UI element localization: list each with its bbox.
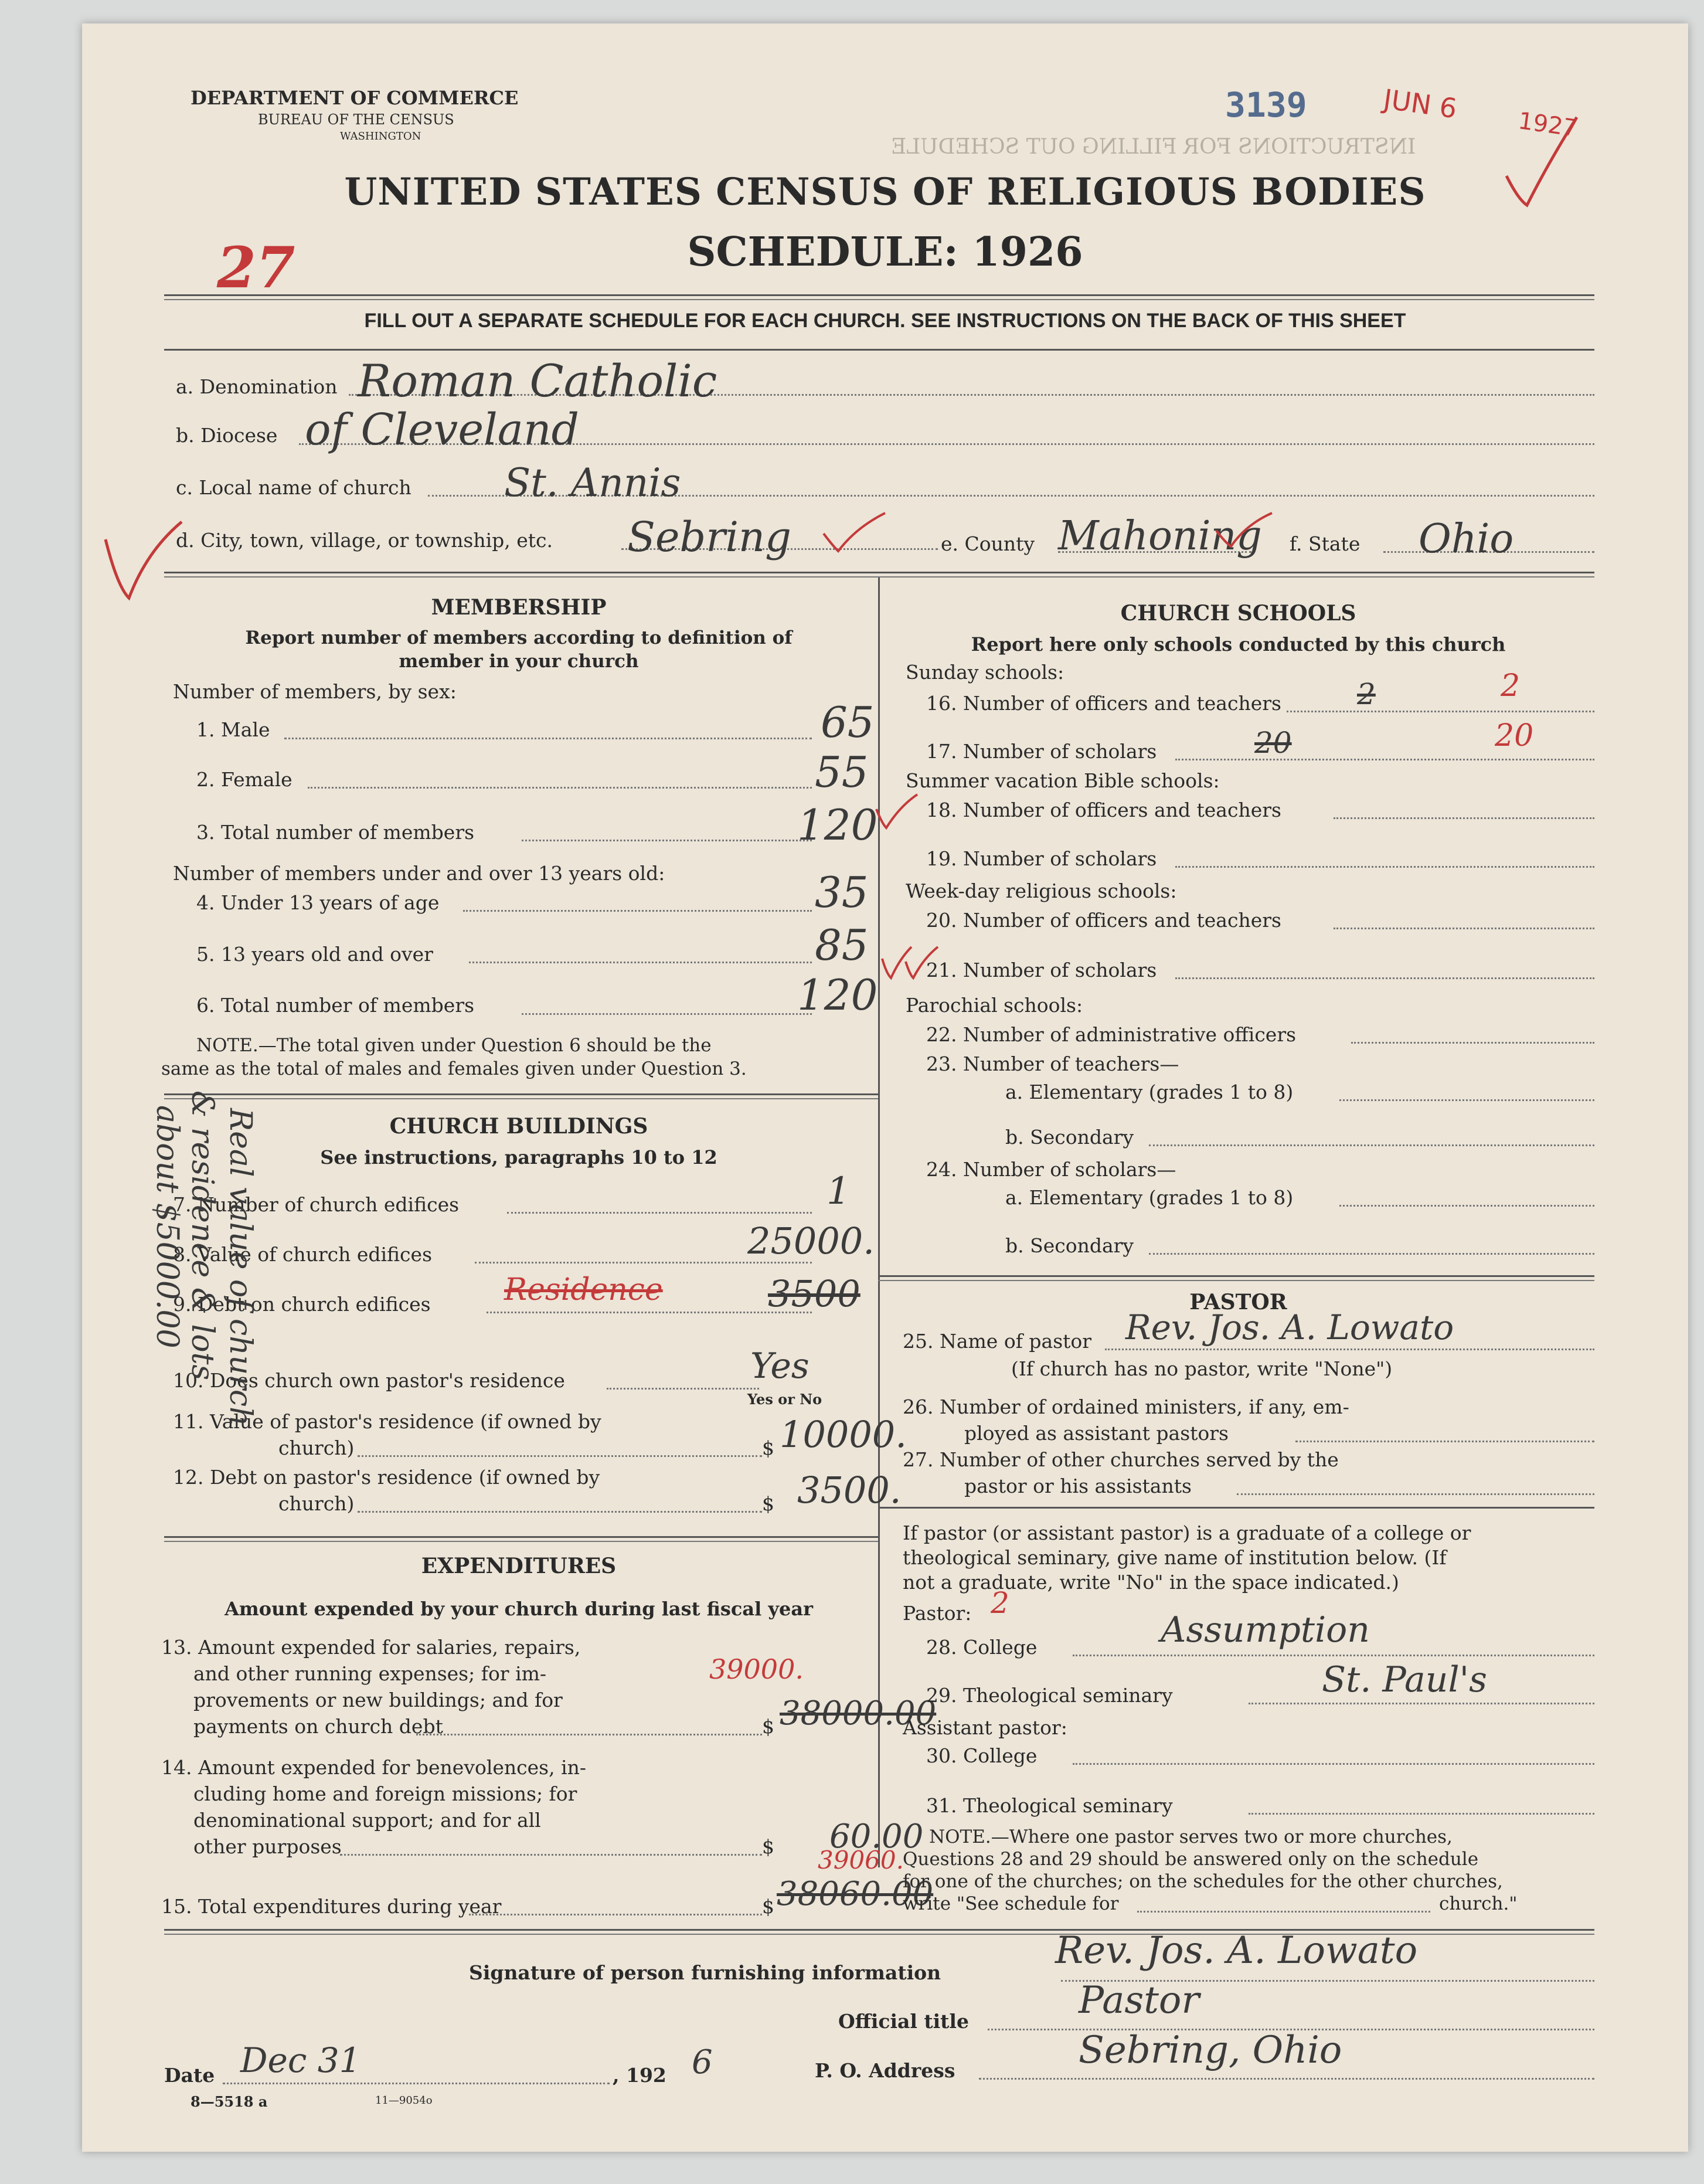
female-value: 55 bbox=[815, 748, 869, 797]
pastor-note-1: NOTE.—Where one pastor serves two or more churches, bbox=[929, 1826, 1453, 1847]
dotted-line bbox=[1334, 817, 1594, 819]
dotted-line bbox=[469, 962, 812, 963]
residence-value-label-1: 11. Value of pastor's residence (if owned by bbox=[173, 1410, 601, 1433]
members-by-sex-label: Number of members, by sex: bbox=[173, 680, 457, 703]
q27-line-1: 27. Number of other churches served by the bbox=[903, 1448, 1339, 1471]
rule bbox=[164, 572, 1594, 573]
graduate-instruction-2: theological seminary, give name of institution below. (If bbox=[903, 1546, 1447, 1569]
q13-line-1: 13. Amount expended for salaries, repairs, bbox=[161, 1636, 581, 1659]
13-and-over-label: 5. 13 years old and over bbox=[196, 943, 433, 966]
state-value: Ohio bbox=[1419, 516, 1514, 562]
membership-note-2: same as the total of males and females given under Question 3. bbox=[161, 1058, 747, 1079]
dotted-line bbox=[1073, 1655, 1594, 1656]
dotted-line bbox=[1073, 1763, 1594, 1765]
asst-college-label: 30. College bbox=[926, 1744, 1038, 1767]
dollar-sign: $ bbox=[762, 1895, 774, 1918]
dotted-line bbox=[1149, 1253, 1594, 1255]
dotted-line bbox=[1249, 1703, 1594, 1704]
received-stamp-year: 1927 bbox=[1516, 107, 1580, 142]
q27-line-2: pastor or his assistants bbox=[964, 1475, 1192, 1497]
pastor-subheading: Pastor: bbox=[903, 1602, 972, 1625]
bleed-through-heading: INSTRUCTIONS FOR FILLING OUT SCHEDULE bbox=[891, 135, 1416, 159]
q14-line-3: denominational support; and for all bbox=[193, 1809, 541, 1832]
q13-line-4: payments on church debt bbox=[193, 1715, 443, 1738]
q14-line-2: cluding home and foreign missions; for bbox=[193, 1782, 577, 1805]
po-address-value: Sebring, Ohio bbox=[1079, 2029, 1342, 2072]
graduate-instruction-1: If pastor (or assistant pastor) is a graduate of a college or bbox=[903, 1521, 1471, 1544]
dotted-line bbox=[1287, 711, 1594, 712]
local-name-label: c. Local name of church bbox=[176, 476, 411, 499]
total-members-value: 120 bbox=[797, 800, 878, 850]
q24b-label: b. Secondary bbox=[1005, 1234, 1134, 1257]
rule bbox=[164, 349, 1594, 351]
male-label: 1. Male bbox=[196, 718, 270, 741]
membership-note-1: NOTE.—The total given under Question 6 should be the bbox=[196, 1035, 712, 1056]
schedule-title: SCHEDULE: 1926 bbox=[687, 229, 1083, 276]
rule bbox=[164, 299, 1594, 300]
denomination-value: Roman Catholic bbox=[358, 355, 717, 407]
dollar-sign: $ bbox=[762, 1492, 774, 1515]
pastor-name-value: Rev. Jos. A. Lowato bbox=[1125, 1307, 1454, 1347]
q14-value: 60.00 bbox=[829, 1818, 924, 1856]
q15-value: 38060.00 bbox=[777, 1875, 934, 1913]
red-check-icon bbox=[821, 510, 891, 557]
assistant-pastor-subheading: Assistant pastor: bbox=[903, 1716, 1067, 1739]
q17-value: 20 bbox=[1254, 726, 1292, 760]
dotted-line bbox=[1105, 1349, 1594, 1350]
dollar-sign: $ bbox=[762, 1835, 774, 1858]
date-value: Dec 31 bbox=[240, 2040, 361, 2080]
q18-label: 18. Number of officers and teachers bbox=[926, 799, 1281, 821]
pastor-red-mark: 2 bbox=[991, 1586, 1009, 1620]
received-stamp-date: JUN 6 bbox=[1381, 83, 1459, 125]
q24a-label: a. Elementary (grades 1 to 8) bbox=[1005, 1186, 1294, 1209]
dotted-line bbox=[340, 1854, 762, 1856]
fill-out-instruction: FILL OUT A SEPARATE SCHEDULE FOR EACH CHURCH. SEE INSTRUCTIONS ON THE BACK OF THIS SHEET bbox=[364, 310, 1406, 332]
dotted-line bbox=[463, 910, 812, 912]
form-title: UNITED STATES CENSUS OF RELIGIOUS BODIES bbox=[344, 170, 1426, 214]
official-title-label: Official title bbox=[838, 2010, 969, 2033]
dotted-line bbox=[1339, 1099, 1594, 1101]
q16-value: 2 bbox=[1357, 677, 1376, 711]
summer-schools-label: Summer vacation Bible schools: bbox=[906, 769, 1220, 792]
rule bbox=[878, 1280, 1594, 1281]
q16-red-value: 2 bbox=[1501, 668, 1521, 704]
state-label: f. State bbox=[1290, 532, 1361, 555]
church-schools-heading: CHURCH SCHOOLS bbox=[1120, 601, 1356, 626]
county-value: Mahoning bbox=[1058, 513, 1262, 559]
church-edifices-count-value: 1 bbox=[827, 1170, 851, 1213]
red-check-icon bbox=[1213, 510, 1278, 551]
q23b-label: b. Secondary bbox=[1005, 1126, 1134, 1149]
q13-line-2: and other running expenses; for im- bbox=[193, 1662, 547, 1685]
local-name-value: St. Annis bbox=[504, 460, 681, 505]
parochial-schools-label: Parochial schools: bbox=[906, 994, 1083, 1017]
church-edifices-debt-value: 3500 bbox=[768, 1272, 860, 1315]
q26-line-2: ployed as assistant pastors bbox=[964, 1422, 1229, 1445]
rule bbox=[164, 1098, 878, 1099]
dotted-line bbox=[487, 1312, 812, 1313]
church-edifices-count-label: 7. Number of church edifices bbox=[173, 1193, 460, 1216]
yes-or-no-hint: Yes or No bbox=[747, 1391, 822, 1408]
rule bbox=[164, 1541, 878, 1542]
struck-residence-text: Residence bbox=[504, 1272, 663, 1307]
date-year-prefix: , 192 bbox=[613, 2064, 666, 2087]
pastor-name-label: 25. Name of pastor bbox=[903, 1330, 1092, 1353]
church-buildings-heading: CHURCH BUILDINGS bbox=[389, 1114, 648, 1139]
pastor-note-5: church." bbox=[1439, 1893, 1518, 1914]
dollar-sign: $ bbox=[762, 1715, 774, 1738]
margin-note-line-3: about $5000.00 bbox=[149, 1105, 185, 1349]
dotted-line bbox=[469, 1914, 762, 1915]
dotted-line bbox=[522, 840, 812, 841]
under-13-label: 4. Under 13 years of age bbox=[196, 891, 440, 914]
dotted-line bbox=[416, 1734, 762, 1735]
rule bbox=[878, 1507, 1594, 1509]
official-title-value: Pastor bbox=[1079, 1979, 1200, 2022]
margin-note-line-2: & residence & lots bbox=[185, 1091, 220, 1381]
owns-residence-value: Yes bbox=[750, 1346, 810, 1387]
print-number: 11—9054o bbox=[375, 2094, 433, 2107]
sunday-schools-label: Sunday schools: bbox=[906, 661, 1064, 684]
dotted-line bbox=[522, 1013, 812, 1015]
date-label: Date bbox=[164, 2064, 215, 2087]
church-edifices-value: 25000. bbox=[747, 1220, 875, 1262]
pastor-note-4: write "See schedule for bbox=[903, 1893, 1119, 1914]
dotted-line bbox=[1237, 1493, 1594, 1495]
q13-value: 38000.00 bbox=[780, 1694, 937, 1733]
members-by-age-label: Number of members under and over 13 years old: bbox=[173, 862, 665, 885]
q19-label: 19. Number of scholars bbox=[926, 847, 1157, 870]
census-schedule-paper bbox=[82, 23, 1688, 2152]
date-year-digit: 6 bbox=[692, 2043, 713, 2081]
q17-label: 17. Number of scholars bbox=[926, 740, 1157, 763]
graduate-instruction-3: not a graduate, write "No" in the space indicated.) bbox=[903, 1571, 1399, 1594]
dotted-line bbox=[1175, 759, 1594, 760]
college-label: 28. College bbox=[926, 1636, 1038, 1659]
dotted-line bbox=[1137, 1911, 1430, 1913]
q14-line-4: other purposes bbox=[193, 1835, 342, 1858]
column-divider bbox=[878, 578, 880, 1867]
dotted-line bbox=[979, 2078, 1594, 2080]
dotted-line bbox=[1175, 977, 1594, 979]
dotted-line bbox=[1351, 1042, 1594, 1044]
total-members-label: 3. Total number of members bbox=[196, 821, 475, 844]
q21-label: 21. Number of scholars bbox=[926, 959, 1157, 981]
q26-line-1: 26. Number of ordained ministers, if any, em- bbox=[903, 1395, 1349, 1418]
male-value: 65 bbox=[821, 698, 875, 747]
dotted-line bbox=[308, 787, 812, 789]
residence-debt-value: 3500. bbox=[797, 1469, 902, 1512]
diocese-label: b. Diocese bbox=[176, 424, 278, 447]
q22-label: 22. Number of administrative officers bbox=[926, 1023, 1297, 1046]
dotted-line bbox=[358, 1511, 762, 1513]
red-handwritten-number: 27 bbox=[217, 235, 295, 301]
church-edifices-debt-label: 9. Debt on church edifices bbox=[173, 1293, 431, 1316]
signature-label: Signature of person furnishing information bbox=[469, 1961, 941, 1984]
po-address-label: P. O. Address bbox=[815, 2059, 955, 2082]
dotted-line bbox=[607, 1388, 759, 1390]
dept-name: DEPARTMENT OF COMMERCE bbox=[191, 87, 519, 109]
dotted-line bbox=[1295, 1441, 1594, 1442]
seminary-label: 29. Theological seminary bbox=[926, 1684, 1173, 1707]
dotted-line bbox=[1175, 866, 1594, 868]
rule bbox=[164, 1536, 878, 1538]
stamp-number: 3139 bbox=[1225, 85, 1307, 125]
rule bbox=[878, 1275, 1594, 1277]
dotted-line bbox=[358, 1455, 762, 1457]
dotted-line bbox=[507, 1212, 812, 1214]
q13-line-3: provements or new buildings; and for bbox=[193, 1689, 563, 1711]
county-label: e. County bbox=[941, 532, 1035, 555]
buildings-sub: See instructions, paragraphs 10 to 12 bbox=[320, 1146, 717, 1169]
pastor-heading: PASTOR bbox=[1189, 1290, 1287, 1315]
signature-value: Rev. Jos. A. Lowato bbox=[1055, 1929, 1418, 1972]
total-members-2-label: 6. Total number of members bbox=[196, 994, 475, 1017]
bureau-name: BUREAU OF THE CENSUS bbox=[258, 111, 454, 128]
q23-label: 23. Number of teachers— bbox=[926, 1052, 1179, 1075]
q15-label: 15. Total expenditures during year bbox=[161, 1895, 502, 1918]
residence-value: 10000. bbox=[780, 1413, 907, 1456]
weekday-schools-label: Week-day religious schools: bbox=[906, 879, 1177, 902]
pastor-name-hint: (If church has no pastor, write "None") bbox=[1011, 1357, 1393, 1380]
13-and-over-value: 85 bbox=[815, 921, 869, 970]
dollar-sign: $ bbox=[762, 1436, 774, 1459]
asst-seminary-label: 31. Theological seminary bbox=[926, 1794, 1173, 1817]
college-value: Assumption bbox=[1161, 1609, 1370, 1650]
dotted-line bbox=[1149, 1144, 1594, 1146]
residence-debt-label-1: 12. Debt on pastor's residence (if owned by bbox=[173, 1466, 600, 1489]
dotted-line bbox=[1249, 1813, 1594, 1815]
owns-residence-label: 10. Does church own pastor's residence bbox=[173, 1369, 565, 1392]
residence-debt-label-2: church) bbox=[278, 1492, 355, 1515]
q17-red-value: 20 bbox=[1495, 718, 1534, 753]
q20-label: 20. Number of officers and teachers bbox=[926, 909, 1281, 932]
expenditures-heading: EXPENDITURES bbox=[421, 1554, 617, 1578]
dotted-line bbox=[223, 2083, 610, 2084]
total-members-2-value: 120 bbox=[797, 970, 878, 1020]
city-value: Sebring bbox=[627, 513, 791, 561]
q23a-label: a. Elementary (grades 1 to 8) bbox=[1005, 1081, 1294, 1103]
red-check-icon bbox=[873, 792, 920, 833]
expenditures-sub: Amount expended by your church during last fiscal year bbox=[225, 1598, 813, 1620]
residence-value-label-2: church) bbox=[278, 1436, 355, 1459]
q13-red-value: 39000. bbox=[709, 1653, 804, 1685]
schools-sub: Report here only schools conducted by this church bbox=[971, 633, 1506, 655]
pastor-note-2: Questions 28 and 29 should be answered only on the schedule bbox=[903, 1849, 1479, 1870]
city-label: d. City, town, village, or township, etc. bbox=[176, 529, 553, 552]
bureau-city: WASHINGTON bbox=[340, 130, 421, 142]
female-label: 2. Female bbox=[196, 768, 292, 791]
denomination-label: a. Denomination bbox=[176, 375, 338, 398]
church-edifices-value-label: 8. Value of church edifices bbox=[173, 1243, 433, 1266]
pastor-note-3: for one of the churches; on the schedules for the other churches, bbox=[903, 1871, 1503, 1892]
q15-red-value: 39060. bbox=[818, 1846, 904, 1874]
dotted-line bbox=[284, 738, 812, 739]
form-number: 8—5518 a bbox=[191, 2093, 268, 2110]
seminary-value: St. Paul's bbox=[1322, 1659, 1487, 1700]
q14-line-1: 14. Amount expended for benevolences, in- bbox=[161, 1756, 587, 1779]
margin-note-line-1: Real value of church bbox=[223, 1108, 258, 1426]
membership-sub1: Report number of members according to definition of bbox=[245, 627, 793, 648]
diocese-value: of Cleveland bbox=[305, 405, 579, 455]
under-13-value: 35 bbox=[815, 868, 869, 917]
rule bbox=[164, 294, 1594, 296]
q24-label: 24. Number of scholars— bbox=[926, 1158, 1176, 1181]
dotted-line bbox=[1334, 928, 1594, 929]
membership-heading: MEMBERSHIP bbox=[431, 595, 607, 620]
membership-sub2: member in your church bbox=[399, 651, 639, 672]
dotted-line bbox=[1339, 1205, 1594, 1207]
rule bbox=[164, 1093, 878, 1095]
q16-label: 16. Number of officers and teachers bbox=[926, 692, 1281, 715]
